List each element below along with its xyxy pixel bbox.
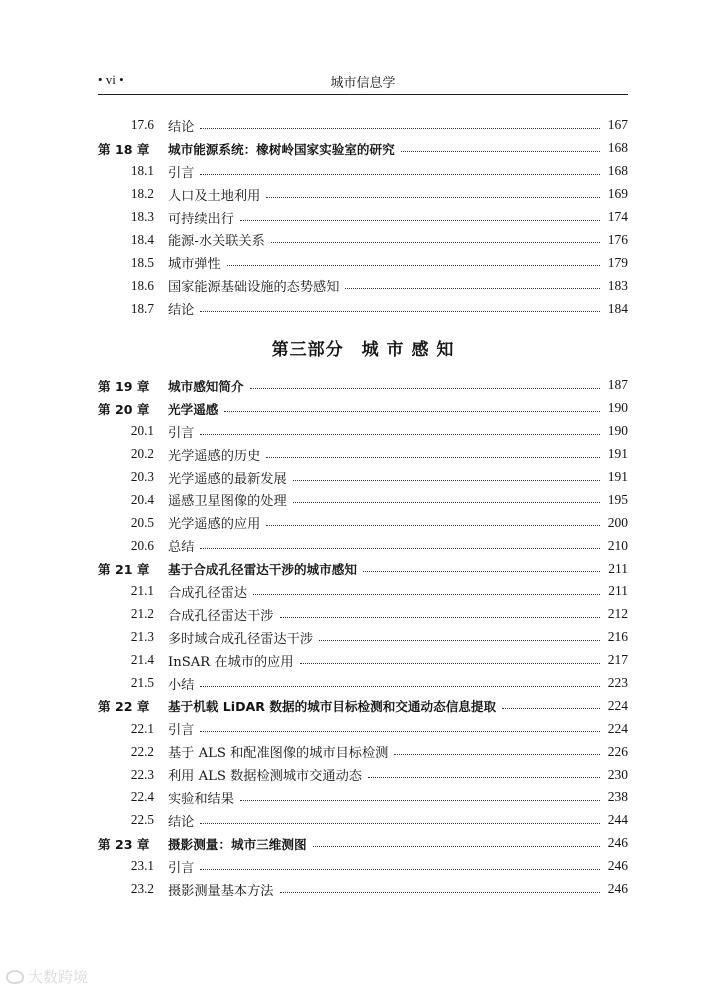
dot-leader <box>394 754 600 755</box>
toc-section-entry <box>98 786 628 809</box>
toc-section-entry <box>98 114 628 137</box>
toc-section-entry <box>98 488 628 511</box>
toc-section-entry <box>98 160 628 183</box>
toc-entry-title: 小结 <box>168 677 195 693</box>
toc-entry-title: 利用 ALS 数据检测城市交通动态 <box>168 769 362 785</box>
page-number: • vi • <box>98 72 124 87</box>
dot-leader <box>200 128 600 129</box>
dot-leader <box>300 663 600 664</box>
dot-leader <box>363 571 600 572</box>
toc-entry-number: 第 18 章 <box>98 141 150 157</box>
toc-section-entry <box>98 649 628 672</box>
toc-entry-number: 20.2 <box>130 446 154 462</box>
toc-entry-title: 城市弹性 <box>168 257 221 273</box>
toc-section-entry <box>98 206 628 229</box>
toc-entry-page: 200 <box>607 514 628 530</box>
toc-entry-page: 191 <box>607 469 628 485</box>
dot-leader <box>200 548 600 549</box>
toc-section-entry <box>98 274 628 297</box>
dot-leader <box>200 174 600 175</box>
toc-entry-page: 246 <box>607 881 628 897</box>
toc-entry-number: 18.1 <box>130 163 154 179</box>
toc-entry-title: 国家能源基础设施的态势感知 <box>168 280 340 296</box>
toc-entry-number: 22.2 <box>130 743 154 759</box>
toc-entry-page: 168 <box>607 140 628 156</box>
toc-chapter-entry <box>98 694 628 717</box>
dot-leader <box>227 265 600 266</box>
toc-entry-number: 18.2 <box>130 186 154 202</box>
dot-leader <box>502 708 600 709</box>
watermark-text: 大数跨境 <box>28 968 89 986</box>
dot-leader <box>200 869 600 870</box>
toc-entry-title: 结论 <box>168 119 195 135</box>
toc-entry-page: 174 <box>607 209 628 224</box>
toc-entry-number: 20.6 <box>130 537 154 553</box>
toc-entry-number: 23.1 <box>130 858 154 874</box>
toc-entry-title: 遥感卫星图像的处理 <box>168 494 287 510</box>
toc-entry-number: 20.5 <box>130 514 154 530</box>
toc-entry-title: 总结 <box>168 540 195 556</box>
toc-section-entry <box>98 183 628 206</box>
toc-entry-number: 17.6 <box>130 117 154 133</box>
toc-entry-number: 20.4 <box>130 491 154 507</box>
dot-leader <box>368 777 600 778</box>
toc-entry-page: 246 <box>607 858 628 874</box>
toc-entry-title: 引言 <box>168 723 195 739</box>
toc-entry-number: 18.3 <box>130 209 154 224</box>
toc-entry-title: 基于合成孔径雷达干涉的城市感知 <box>168 562 357 578</box>
toc-entry-title: 基于机载 LiDAR 数据的城市目标检测和交通动态信息提取 <box>168 699 497 715</box>
toc-entry-title: 多时域合成孔径雷达干涉 <box>168 631 314 647</box>
dot-leader <box>200 686 600 687</box>
toc-entry-number: 第 21 章 <box>98 562 150 578</box>
dot-leader <box>200 731 600 732</box>
toc-entry-title: 引言 <box>168 860 195 876</box>
toc-entry-title: 结论 <box>168 814 195 830</box>
toc-entry-number: 第 22 章 <box>98 699 150 715</box>
dot-leader <box>280 617 601 618</box>
toc-entry-number: 22.4 <box>130 789 154 805</box>
dot-leader <box>200 311 600 312</box>
toc-section-entry <box>98 466 628 489</box>
toc-section-entry <box>98 603 628 626</box>
dot-leader <box>200 823 600 824</box>
dot-leader <box>293 502 600 503</box>
toc-entry-page: 195 <box>607 491 628 507</box>
toc-entry-number: 21.1 <box>130 583 154 599</box>
toc-entry-number: 第 19 章 <box>98 378 150 394</box>
toc-section-entry <box>98 878 628 901</box>
toc-entry-page: 191 <box>607 446 628 462</box>
toc-entry-number: 21.3 <box>130 629 154 645</box>
toc-entry-number: 第 23 章 <box>98 836 150 852</box>
dot-leader <box>224 411 600 412</box>
toc-entry-page: 183 <box>607 277 628 293</box>
toc-entry-page: 238 <box>607 789 628 805</box>
toc-entry-number: 21.2 <box>130 606 154 622</box>
toc-entry-title: 实验和结果 <box>168 791 234 807</box>
toc-entry-title: InSAR 在城市的应用 <box>168 654 294 670</box>
toc-entry-page: 184 <box>607 300 628 316</box>
toc-entry-page: 226 <box>607 743 628 759</box>
toc-section-entry <box>98 855 628 878</box>
toc-entry-title: 光学遥感的应用 <box>168 517 261 533</box>
toc-entry-page: 211 <box>608 583 628 599</box>
toc-entry-page: 211 <box>608 560 628 576</box>
toc-entry-page: 167 <box>607 117 628 133</box>
toc-entry-number: 21.5 <box>130 675 154 691</box>
toc-entry-number: 18.7 <box>130 300 154 316</box>
toc-entry-title: 摄影测量基本方法 <box>168 883 274 899</box>
toc-entry-page: 230 <box>607 766 628 782</box>
toc-entry-title: 合成孔径雷达 <box>168 585 248 601</box>
toc-entry-page: 216 <box>607 629 628 645</box>
toc-entry-page: 246 <box>607 835 628 851</box>
toc-entry-page: 212 <box>607 606 628 622</box>
toc-entry-title: 能源-水关联关系 <box>168 234 265 250</box>
toc-chapter-entry <box>98 557 628 580</box>
toc-entry-page: 190 <box>607 400 628 416</box>
toc-entry-page: 190 <box>607 423 628 439</box>
toc-section-entry <box>98 297 628 320</box>
toc-section-entry <box>98 740 628 763</box>
dot-leader <box>401 151 600 152</box>
toc-section-entry <box>98 672 628 695</box>
dot-leader <box>313 846 600 847</box>
running-header <box>98 70 628 95</box>
dot-leader <box>280 892 601 893</box>
toc-section-entry <box>98 717 628 740</box>
toc-entry-title: 光学遥感的最新发展 <box>168 471 287 487</box>
dot-leader <box>266 457 600 458</box>
toc-entry-title: 基于 ALS 和配准图像的城市目标检测 <box>168 746 389 762</box>
toc-entry-title: 人口及土地利用 <box>168 188 261 204</box>
toc-entry-title: 城市能源系统：橡树岭国家实验室的研究 <box>168 141 395 157</box>
toc-section-entry <box>98 763 628 786</box>
toc-entry-number: 20.3 <box>130 469 154 485</box>
dot-leader <box>319 640 600 641</box>
dot-leader <box>293 480 600 481</box>
toc-section-entry <box>98 443 628 466</box>
toc-entry-number: 21.4 <box>130 652 154 668</box>
toc-entry-number: 18.4 <box>130 231 154 247</box>
part-heading: 第三部分 城 市 感 知 <box>271 339 455 360</box>
toc-section-entry <box>98 809 628 832</box>
toc-entry-title: 合成孔径雷达干涉 <box>168 608 274 624</box>
toc-section-entry <box>98 580 628 603</box>
table-of-contents <box>98 114 628 901</box>
toc-section-entry <box>98 626 628 649</box>
toc-entry-page: 176 <box>607 231 628 247</box>
toc-entry-number: 22.5 <box>130 812 154 828</box>
toc-entry-page: 179 <box>607 254 628 270</box>
toc-entry-title: 光学遥感 <box>168 401 219 417</box>
toc-entry-number: 22.3 <box>130 766 154 782</box>
toc-section-entry <box>98 511 628 534</box>
toc-entry-page: 210 <box>607 537 628 553</box>
toc-entry-title: 引言 <box>168 425 195 441</box>
watermark-logo-icon <box>6 970 24 984</box>
toc-entry-page: 187 <box>607 377 628 393</box>
toc-chapter-entry <box>98 137 628 160</box>
toc-section-entry <box>98 420 628 443</box>
toc-entry-page: 168 <box>607 163 628 179</box>
toc-entry-page: 224 <box>607 697 628 713</box>
dot-leader <box>253 594 600 595</box>
dot-leader <box>266 525 600 526</box>
toc-section-entry <box>98 534 628 557</box>
toc-entry-title: 光学遥感的历史 <box>168 448 261 464</box>
dot-leader <box>240 220 600 221</box>
toc-entry-number: 18.5 <box>130 254 154 270</box>
toc-section-entry <box>98 251 628 274</box>
toc-entry-page: 169 <box>607 186 628 202</box>
toc-entry-title: 摄影测量：城市三维测图 <box>168 836 307 852</box>
toc-entry-number: 22.1 <box>130 720 154 736</box>
dot-leader <box>240 800 600 801</box>
dot-leader <box>250 388 600 389</box>
toc-entry-page: 217 <box>607 652 628 668</box>
toc-chapter-entry <box>98 374 628 397</box>
toc-entry-title: 引言 <box>168 165 195 181</box>
toc-section-entry <box>98 228 628 251</box>
toc-entry-title: 可持续出行 <box>168 211 234 227</box>
toc-chapter-entry <box>98 397 628 420</box>
running-title: 城市信息学 <box>330 76 396 91</box>
toc-entry-number: 18.6 <box>130 277 154 293</box>
dot-leader <box>200 434 600 435</box>
toc-entry-title: 城市感知简介 <box>168 378 244 394</box>
dot-leader <box>345 288 600 289</box>
dot-leader <box>266 197 600 198</box>
toc-entry-number: 第 20 章 <box>98 401 150 417</box>
dot-leader <box>271 242 600 243</box>
toc-entry-number: 23.2 <box>130 881 154 897</box>
watermark <box>6 966 88 987</box>
toc-entry-number: 20.1 <box>130 423 154 439</box>
toc-entry-title: 结论 <box>168 303 195 319</box>
toc-chapter-entry <box>98 832 628 855</box>
toc-entry-page: 223 <box>607 675 628 691</box>
toc-top-list <box>98 114 628 320</box>
toc-bottom-list <box>98 374 628 900</box>
toc-entry-page: 244 <box>607 812 628 828</box>
toc-entry-page: 224 <box>607 720 628 736</box>
